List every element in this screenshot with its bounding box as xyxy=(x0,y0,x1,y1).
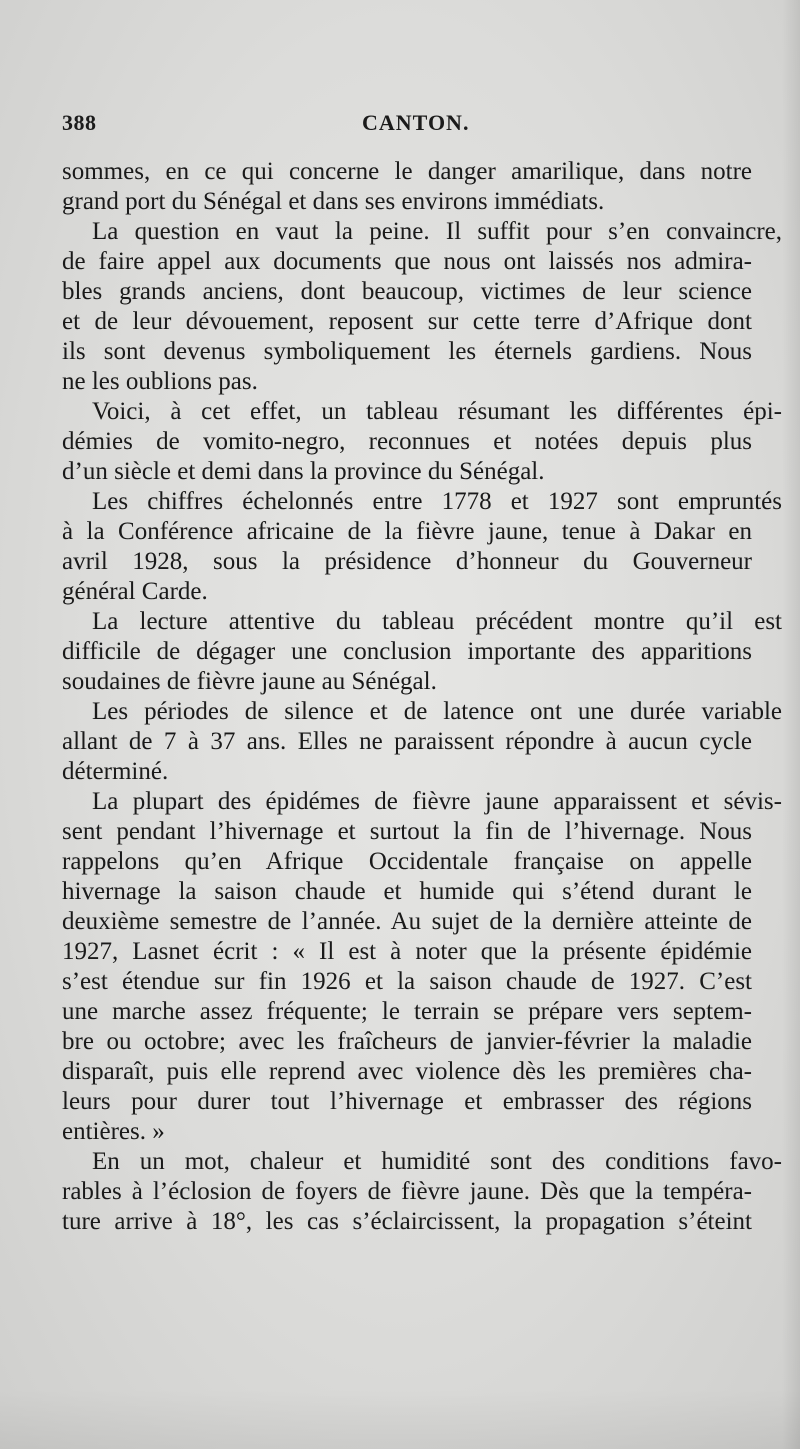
text-line: ils sont devenus symboliquement les éternels gardiens. Nous xyxy=(62,338,752,365)
text-line: s’est étendue sur fin 1926 et la saison chaude de 1927. C’est xyxy=(62,968,752,995)
text-line: hivernage la saison chaude et humide qui s’étend durant le xyxy=(62,878,752,905)
text-line: et de leur dévouement, reposent sur cette terre d’Afrique dont xyxy=(62,308,752,335)
text-line: entières. » xyxy=(62,1118,165,1145)
text-line: Voici, à cet effet, un tableau résumant les différentes épi- xyxy=(92,398,782,425)
text-line: allant de 7 à 37 ans. Elles ne paraissent répondre à aucun cycle xyxy=(62,728,752,755)
text-line: sommes, en ce qui concerne le danger amarilique, dans notre xyxy=(62,158,752,185)
text-line: déterminé. xyxy=(62,758,169,785)
running-head: CANTON. xyxy=(362,110,470,135)
page-edge-shadow xyxy=(782,0,800,1449)
text-line: deuxième semestre de l’année. Au sujet de la dernière atteinte de xyxy=(62,908,752,935)
text-line: de faire appel aux documents que nous ont laissés nos admira- xyxy=(62,248,752,275)
text-line: avril 1928, sous la présidence d’honneur du Gouverneur xyxy=(62,548,752,575)
text-line: sent pendant l’hivernage et surtout la fin de l’hivernage. Nous xyxy=(62,818,752,845)
text-line: ne les oublions pas. xyxy=(62,368,258,395)
text-line: soudaines de fièvre jaune au Sénégal. xyxy=(62,668,437,695)
text-line: disparaît, puis elle reprend avec violence dès les premières cha- xyxy=(62,1058,752,1085)
text-line: difficile de dégager une conclusion importante des apparitions xyxy=(62,638,752,665)
text-line: ture arrive à 18°, les cas s’éclaircissent, la propagation s’éteint xyxy=(62,1208,752,1235)
text-line: général Carde. xyxy=(62,578,208,605)
page-number: 388 xyxy=(62,110,97,135)
text-line: une marche assez fréquente; le terrain se prépare vers septem- xyxy=(62,998,752,1025)
text-line: rappelons qu’en Afrique Occidentale française on appelle xyxy=(62,848,752,875)
text-line: bles grands anciens, dont beaucoup, victimes de leur science xyxy=(62,278,752,305)
text-line: La question en vaut la peine. Il suffit pour s’en convaincre, xyxy=(92,218,782,245)
text-line: Les périodes de silence et de latence ont une durée variable xyxy=(92,698,782,725)
text-line: grand port du Sénégal et dans ses environs immédiats. xyxy=(62,188,605,215)
text-line: En un mot, chaleur et humidité sont des conditions favo- xyxy=(92,1148,782,1175)
text-line: démies de vomito-negro, reconnues et notées depuis plus xyxy=(62,428,752,455)
text-line: bre ou octobre; avec les fraîcheurs de janvier-février la maladie xyxy=(62,1028,752,1055)
text-line: 1927, Lasnet écrit : « Il est à noter que la présente épidémie xyxy=(62,938,752,965)
page-header xyxy=(62,110,760,142)
body-text xyxy=(62,157,782,1237)
text-line: leurs pour durer tout l’hivernage et embrasser des régions xyxy=(62,1088,752,1115)
text-line: Les chiffres échelonnés entre 1778 et 1927 sont empruntés xyxy=(92,488,782,515)
text-line: d’un siècle et demi dans la province du Sénégal. xyxy=(62,458,545,485)
text-line: La lecture attentive du tableau précédent montre qu’il est xyxy=(92,608,782,635)
text-line: à la Conférence africaine de la fièvre jaune, tenue à Dakar en xyxy=(62,518,752,545)
text-line: rables à l’éclosion de foyers de fièvre jaune. Dès que la tempéra- xyxy=(62,1178,752,1205)
page-bottom-shadow xyxy=(0,1389,800,1449)
text-line: La plupart des épidémes de fièvre jaune apparaissent et sévis- xyxy=(92,788,782,815)
